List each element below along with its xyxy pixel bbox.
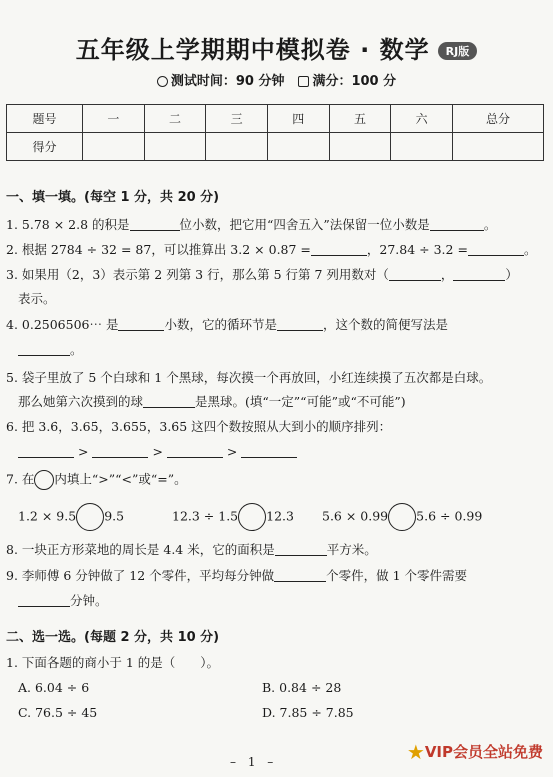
question-8: 8. 一块正方形菜地的周长是 4.4 米，它的面积是 平方米。 bbox=[6, 542, 377, 557]
option-a[interactable]: A. 6.04 ÷ 6 bbox=[18, 680, 90, 695]
exam-info: 测试时间：90 分钟 满分：100 分 bbox=[0, 70, 553, 89]
option-b[interactable]: B. 0.84 ÷ 28 bbox=[262, 680, 342, 695]
table-row: 题号 一 二 三 四 五 六 总分 bbox=[7, 105, 544, 133]
compare-circle[interactable] bbox=[388, 503, 416, 531]
question-7a: 1.2 × 9.5 9.5 bbox=[18, 503, 124, 531]
compare-circle[interactable] bbox=[238, 503, 266, 531]
answer-circle bbox=[34, 470, 54, 490]
option-c[interactable]: C. 76.5 ÷ 45 bbox=[18, 705, 98, 720]
compare-circle[interactable] bbox=[76, 503, 104, 531]
vip-watermark: ★VIP会员全站免费 bbox=[406, 740, 543, 764]
section-2-title: 二、选一选。(每题 2 分，共 10 分) bbox=[6, 630, 220, 645]
question-4: 4. 0.2506506⋯ 是 小数，它的循环节是 ，这个数的简便写法是 bbox=[6, 317, 449, 332]
question-6: 6. 把 3.6̇，3.65̇，3.655，3.6̇5̇ 这四个数按照从大到小的顺序排列： bbox=[6, 419, 392, 434]
table-row: 得分 bbox=[7, 133, 544, 161]
option-d[interactable]: D. 7.85 ÷ 7.85 bbox=[262, 705, 354, 720]
score-table bbox=[6, 104, 544, 161]
page-title: 五年级上学期期中模拟卷 · 数学 RJ版 bbox=[0, 30, 553, 65]
question-7c: 5.6 × 0.99 5.6 ÷ 0.99 bbox=[322, 503, 482, 531]
question-5: 5. 袋子里放了 5 个白球和 1 个黑球，每次摸一个再放回，小红连续摸了五次都是白球。 bbox=[6, 370, 492, 385]
question-5-cont: 那么她第六次摸到的球 是黑球。(填“一定”“可能”或“不可能”) bbox=[18, 394, 406, 409]
question-1: 1. 5.78 × 2.8 的积是 位小数，把它用“四舍五入”法保留一位小数是 。 bbox=[6, 217, 497, 232]
question-9: 9. 李师傅 6 分钟做了 12 个零件，平均每分钟做 个零件，做 1 个零件需要 bbox=[6, 568, 468, 583]
star-icon: ★ bbox=[406, 740, 425, 764]
calendar-icon bbox=[298, 76, 309, 87]
section-1-title: 一、填一填。(每空 1 分，共 20 分) bbox=[6, 190, 220, 205]
question-4-cont: 。 bbox=[18, 341, 83, 359]
question-3-cont: 表示。 bbox=[18, 291, 56, 306]
clock-icon bbox=[157, 76, 168, 87]
page-number: – 1 – bbox=[230, 755, 278, 769]
question-7: 7. 在 内填上“>”“<”或“=”。 bbox=[6, 470, 187, 490]
question-6-blanks: > > > bbox=[18, 443, 297, 461]
edition-badge: RJ版 bbox=[438, 42, 478, 60]
question-2: 2. 根据 2784 ÷ 32 = 87，可以推算出 3.2 × 0.87 = ，27.84 ÷ 3.2 = 。 bbox=[6, 242, 537, 257]
question-3: 3. 如果用（2，3）表示第 2 列第 3 行，那么第 5 行第 7 列用数对（ ， ） bbox=[6, 267, 518, 282]
choice-question-1: 1. 下面各题的商小于 1 的是（ ）。 bbox=[6, 655, 220, 670]
question-7b: 12.3 ÷ 1.5 12.3 bbox=[172, 503, 294, 531]
question-9-cont: 分钟。 bbox=[18, 592, 108, 610]
